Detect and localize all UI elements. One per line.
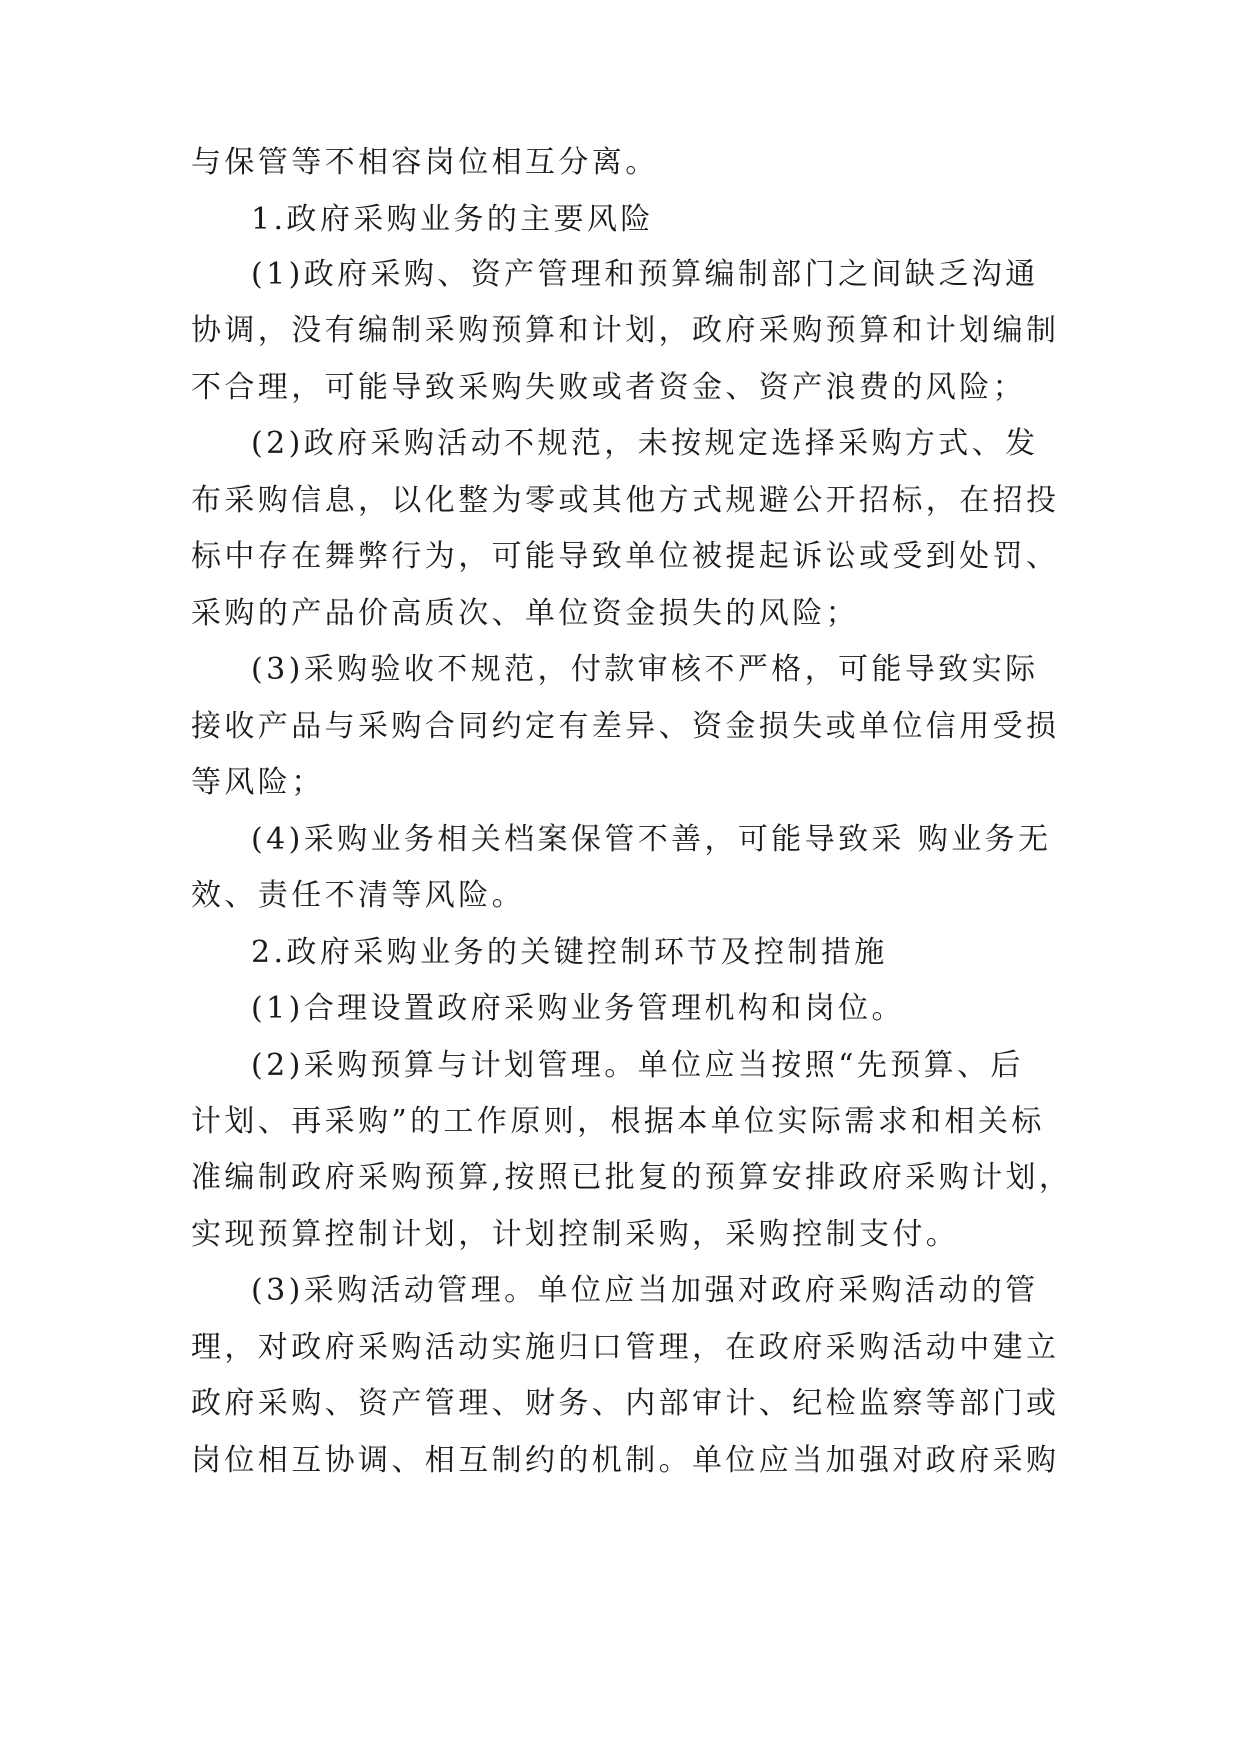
text-line: 理，对政府采购活动实施归口管理，在政府采购活动中建立 — [191, 1330, 1060, 1365]
text-line: (4)采购业务相关档案保管不善，可能导致采 购业务无 — [251, 822, 1052, 857]
text-line: (2)政府采购活动不规范，未按规定选择采购方式、发 — [251, 426, 1039, 461]
section-heading: 1.政府采购业务的主要风险 — [251, 202, 654, 237]
text-line: 协调，没有编制采购预算和计划，政府采购预算和计划编制 — [191, 313, 1060, 348]
section-heading: 2.政府采购业务的关键控制环节及控制措施 — [251, 935, 888, 970]
text-line: (1)政府采购、资产管理和预算编制部门之间缺乏沟通 — [251, 257, 1039, 292]
text-line: 标中存在舞弊行为，可能导致单位被提起诉讼或受到处罚、 — [191, 539, 1060, 574]
text-line: 不合理，可能导致采购失败或者资金、资产浪费的风险； — [191, 370, 1026, 405]
text-line: 布采购信息，以化整为零或其他方式规避公开招标，在招投 — [191, 483, 1060, 518]
text-line: 政府采购、资产管理、财务、内部审计、纪检监察等部门或 — [191, 1386, 1060, 1421]
text-line: 等风险； — [191, 765, 325, 800]
text-line: 效、责任不清等风险。 — [191, 878, 525, 913]
text-line: 计划、再采购”的工作原则，根据本单位实际需求和相关标 — [191, 1104, 1045, 1139]
text-line: (1)合理设置政府采购业务管理机构和岗位。 — [251, 991, 905, 1026]
text-line: (2)采购预算与计划管理。单位应当按照“先预算、后 — [251, 1048, 1024, 1083]
text-line: (3)采购验收不规范，付款审核不严格，可能导致实际 — [251, 652, 1039, 687]
text-line: 实现预算控制计划，计划控制采购，采购控制支付。 — [191, 1217, 960, 1252]
text-line: 岗位相互协调、相互制约的机制。单位应当加强对政府采购 — [191, 1443, 1060, 1478]
text-line: (3)采购活动管理。单位应当加强对政府采购活动的管 — [251, 1273, 1039, 1308]
text-line: 准编制政府采购预算,按照已批复的预算安排政府采购计划， — [191, 1160, 1073, 1195]
text-line: 采购的产品价高质次、单位资金损失的风险； — [191, 596, 859, 631]
text-line: 接收产品与采购合同约定有差异、资金损失或单位信用受损 — [191, 709, 1060, 744]
text-line: 与保管等不相容岗位相互分离。 — [191, 145, 659, 180]
